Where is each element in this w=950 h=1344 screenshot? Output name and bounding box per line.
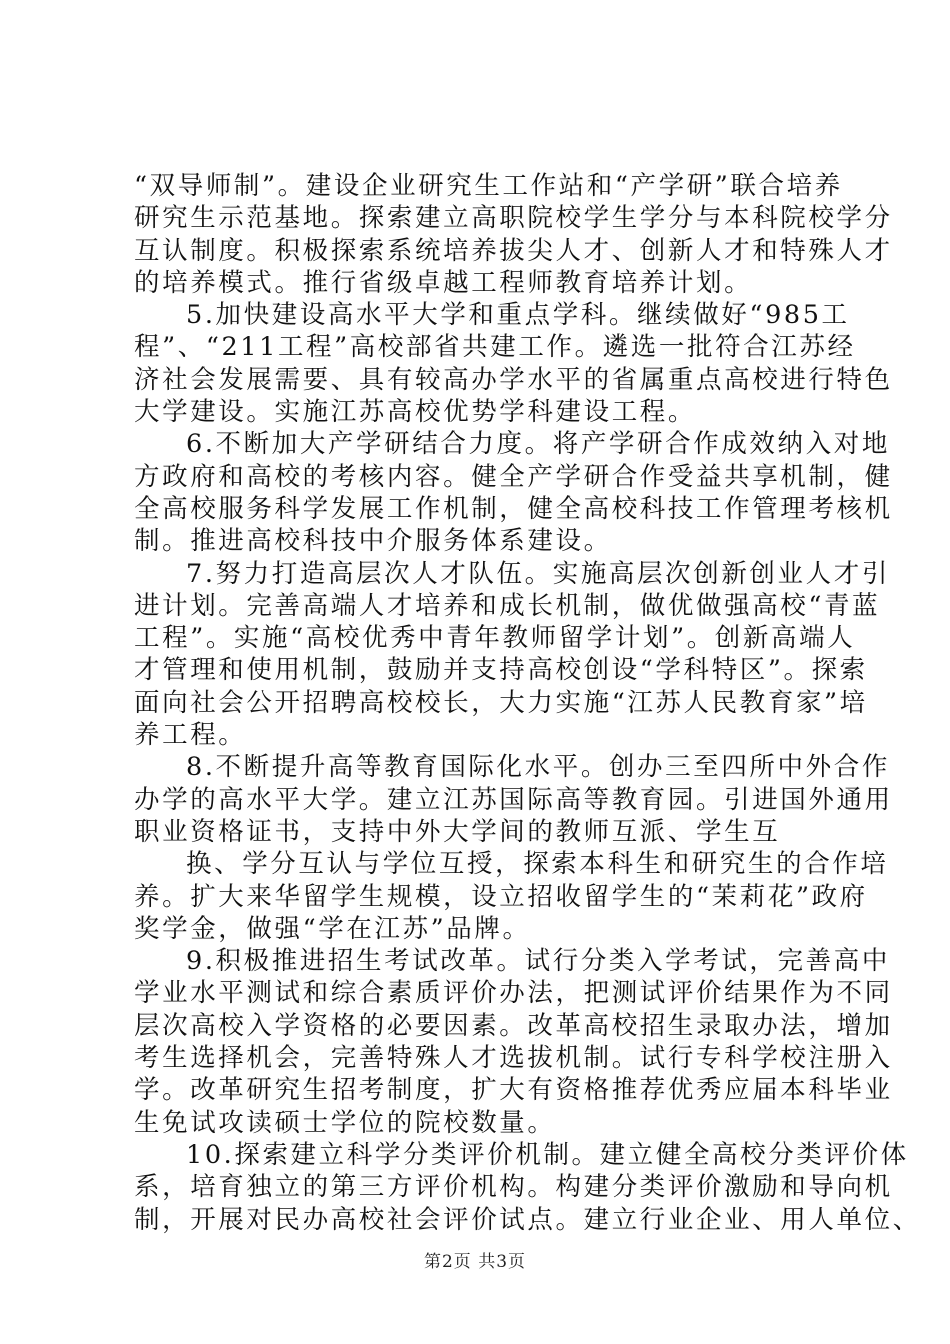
text-line: 济社会发展需要、具有较高办学水平的省属重点高校进行特色 <box>134 364 893 395</box>
document-body <box>134 170 921 1236</box>
paragraph-p-6 <box>134 428 893 557</box>
text-line: 层次高校入学资格的必要因素。改革高校招生录取办法，增加 <box>134 1010 893 1041</box>
text-line: 才管理和使用机制，鼓励并支持高校创设“学科特区”。探索 <box>134 655 868 686</box>
text-line: 8.不断提升高等教育国际化水平。创办三至四所中外合作 <box>186 752 890 783</box>
text-line: 养工程。 <box>134 720 247 751</box>
text-line: 全高校服务科学发展工作机制，健全高校科技工作管理考核机 <box>134 493 893 524</box>
text-line: 学。改革研究生招考制度，扩大有资格推荐优秀应届本科毕业 <box>134 1075 893 1106</box>
text-line: 6.不断加大产学研结合力度。将产学研合作成效纳入对地 <box>186 429 890 460</box>
text-line: 办学的高水平大学。建立江苏国际高等教育园。引进国外通用 <box>134 784 893 815</box>
text-line: 研究生示范基地。探索建立高职院校学生学分与本科院校学分 <box>134 203 893 234</box>
text-line: 考生选择机会，完善特殊人才选拔机制。试行专科学校注册入 <box>134 1043 893 1074</box>
paragraph-p-10 <box>134 1139 921 1236</box>
text-line: 5.加快建设高水平大学和重点学科。继续做好“985工 <box>186 300 850 331</box>
text-line: 面向社会公开招聘高校校长，大力实施“江苏人民教育家”培 <box>134 687 868 718</box>
text-line: 的培养模式。推行省级卓越工程师教育培养计划。 <box>134 267 753 298</box>
paragraph-p-8-cont <box>134 848 889 945</box>
text-line: 系，培育独立的第三方评价机构。构建分类评价激励和导向机 <box>134 1172 893 1203</box>
text-line: 10.探索建立科学分类评价机制。建立健全高校分类评价体 <box>186 1139 909 1170</box>
text-line: 学业水平测试和综合素质评价办法，把测试评价结果作为不同 <box>134 978 893 1009</box>
text-line: 7.努力打造高层次人才队伍。实施高层次创新创业人才引 <box>186 558 890 589</box>
paragraph-p-7 <box>134 558 890 752</box>
text-line: 养。扩大来华留学生规模，设立招收留学生的“茉莉花”政府 <box>134 881 868 912</box>
text-line: 方政府和高校的考核内容。健全产学研合作受益共享机制，健 <box>134 461 893 492</box>
paragraph-p-5 <box>134 299 893 428</box>
text-line: 换、学分互认与学位互授，探索本科生和研究生的合作培 <box>186 849 889 880</box>
text-line: 9.积极推进招生考试改革。试行分类入学考试，完善高中 <box>186 946 890 977</box>
paragraph-p-cont-4 <box>134 170 893 299</box>
text-line: 奖学金，做强“学在江苏”品牌。 <box>134 913 531 944</box>
text-line: 制，开展对民办高校社会评价试点。建立行业企业、用人单位、 <box>134 1204 921 1235</box>
paragraph-p-9 <box>134 945 893 1139</box>
text-line: 制。推进高校科技中介服务体系建设。 <box>134 526 612 557</box>
text-line: 互认制度。积极探索系统培养拔尖人才、创新人才和特殊人才 <box>134 235 893 266</box>
text-line: 进计划。完善高端人才培养和成长机制，做优做强高校“青蓝 <box>134 590 881 621</box>
text-line: 生免试攻读硕士学位的院校数量。 <box>134 1107 556 1138</box>
paragraph-p-8 <box>134 751 893 848</box>
text-line: 工程”。实施“高校优秀中青年教师留学计划”。创新高端人 <box>134 623 856 654</box>
text-line: 程”、“211工程”高校部省共建工作。遴选一批符合江苏经 <box>134 332 856 363</box>
text-line: 职业资格证书，支持中外大学间的教师互派、学生互 <box>134 816 781 847</box>
text-line: “双导师制”。建设企业研究生工作站和“产学研”联合培养 <box>134 171 843 201</box>
page-footer: 第2页 共3页 <box>423 1252 527 1272</box>
text-line: 大学建设。实施江苏高校优势学科建设工程。 <box>134 397 697 428</box>
